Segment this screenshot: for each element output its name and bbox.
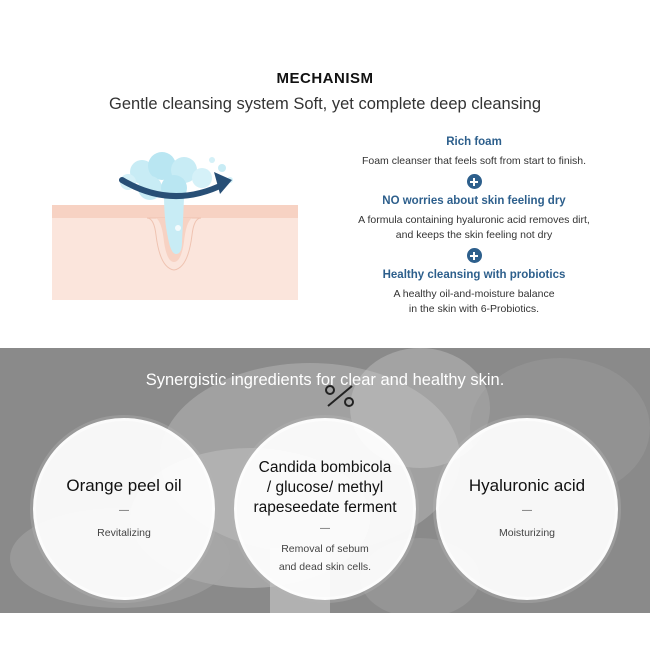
ingredient-name: Candida bombicola: [258, 459, 392, 476]
ingredient-name: rapeseedate ferment: [253, 499, 397, 516]
ingredient-divider: —: [522, 505, 532, 516]
feature-desc-line: Foam cleanser that feels soft from start to finish.: [361, 155, 587, 167]
ingredient-card-orange-peel-oil: [33, 418, 215, 600]
ingredient-name: / glucose/ methyl: [266, 479, 384, 496]
feature-desc-line: and keeps the skin feeling not dry: [395, 229, 553, 241]
feature-desc-line: in the skin with 6-Probiotics.: [408, 303, 540, 315]
section-title: MECHANISM: [276, 70, 374, 87]
feature-heading-rich-foam: Rich foam: [446, 136, 502, 148]
ingredient-benefit: Removal of sebum: [281, 543, 369, 555]
percent-icon: [322, 382, 358, 410]
ingredient-benefit: Moisturizing: [498, 527, 556, 539]
ingredient-card-hyaluronic-acid: [436, 418, 618, 600]
feature-desc-line: A formula containing hyaluronic acid removes dirt,: [358, 214, 590, 226]
ingredients-title: Synergistic ingredients for clear and healthy skin.: [145, 371, 505, 389]
feature-desc-rich-foam: [330, 154, 618, 169]
ingredient-benefit: Revitalizing: [97, 527, 151, 539]
feature-desc-line: A healthy oil-and-moisture balance: [393, 288, 555, 300]
section-subtitle: Gentle cleansing system Soft, yet complete deep cleansing: [109, 95, 541, 113]
ingredient-name: Hyaluronic acid: [468, 476, 586, 495]
feature-heading-no-dry: NO worries about skin feeling dry: [382, 195, 566, 207]
feature-desc-probiotics: [330, 287, 618, 317]
ingredient-benefit: and dead skin cells.: [278, 561, 372, 573]
ingredient-divider: —: [320, 523, 330, 534]
plus-icon: [467, 174, 482, 189]
feature-desc-no-dry: [330, 213, 618, 243]
ingredient-divider: —: [119, 505, 129, 516]
ingredient-card-candida-bombicola: [234, 418, 416, 600]
feature-list: [330, 135, 618, 317]
ingredients-band: [0, 348, 650, 613]
feature-heading-probiotics: Healthy cleansing with probiotics: [382, 269, 566, 281]
ingredient-name: Orange peel oil: [66, 476, 182, 495]
cleansing-illustration: [52, 150, 298, 300]
plus-icon: [467, 248, 482, 263]
